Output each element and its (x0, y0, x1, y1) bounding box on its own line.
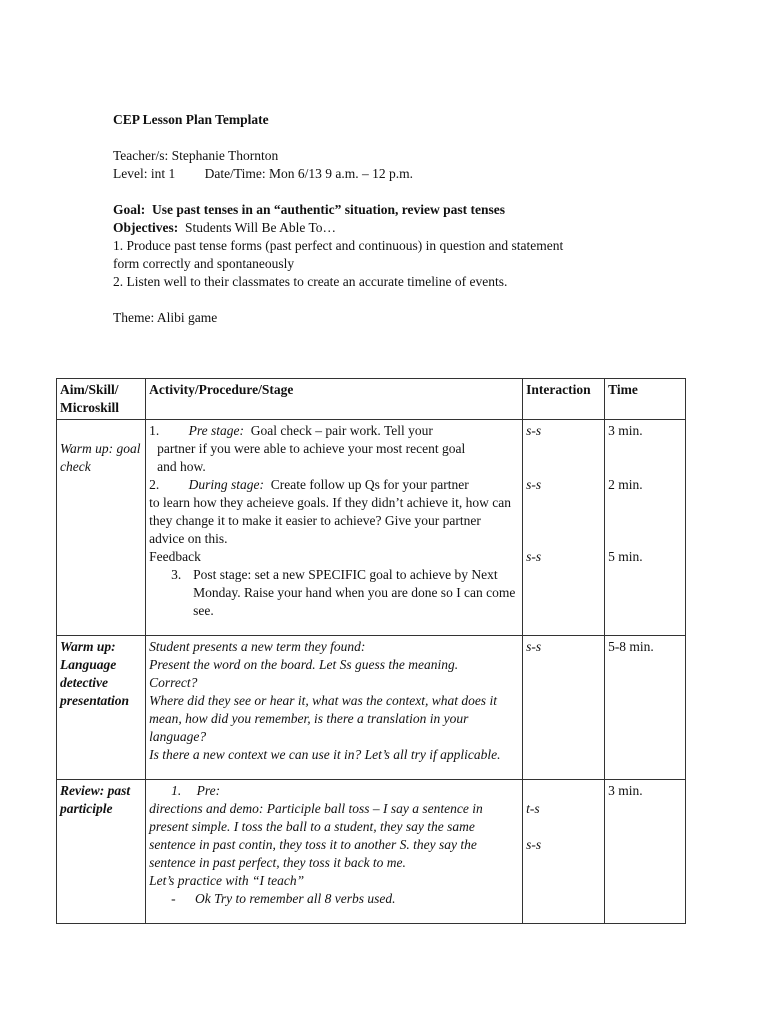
header-interaction: Interaction (523, 379, 605, 420)
objective-2: 2. Listen well to their classmates to create an accurate timeline of events. (113, 274, 508, 289)
step-1-cont: partner if you were able to achieve your most recent goal (157, 441, 466, 456)
objective-1a: 1. Produce past tense forms (past perfect and continuous) in question and statement (113, 238, 564, 253)
interaction-cell: s-s (523, 636, 605, 780)
table-row (57, 420, 686, 636)
teacher-value: Stephanie Thornton (171, 148, 279, 163)
objective-1b: form correctly and spontaneously (113, 256, 295, 271)
activity-line: Where did they see or hear it, what was the context, what does it mean, how did you remember, is there a translation in your language? (149, 693, 497, 744)
aim-cell (57, 420, 146, 636)
header-activity: Activity/Procedure/Stage (146, 379, 523, 420)
level-line (113, 165, 413, 183)
lesson-plan-table (56, 378, 686, 924)
activity-line: Let’s practice with “I teach” (149, 873, 305, 888)
header-aim: Aim/Skill/ Microskill (57, 379, 146, 420)
activity-cell (146, 780, 523, 924)
aim-cell: Warm up: Language detective presentation (57, 636, 146, 780)
header-time: Time (605, 379, 686, 420)
theme-line: Theme: Alibi game (113, 310, 218, 325)
step-2: 2. During stage: Create follow up Qs for your partner (149, 477, 469, 492)
objectives-value: Students Will Be Able To… (184, 220, 337, 235)
time-value: 5 min. (608, 549, 643, 564)
activity-line: Correct? (149, 675, 198, 690)
time-value: 3 min. (608, 423, 643, 438)
objectives-label: Objectives: (113, 220, 179, 235)
activity-line: Present the word on the board. Let Ss guess the meaning. (149, 657, 459, 672)
time-cell (605, 420, 686, 636)
teacher-label: Teacher/s: (113, 148, 169, 163)
time-cell: 3 min. (605, 780, 686, 924)
aim-text: Warm up: goal check (60, 441, 141, 474)
step-2-cont: to learn how they acheieve goals. If they didn’t achieve it, how can they change it to make it easier to achieve? Give your partner advice on this. (149, 495, 511, 546)
interaction-value: s-s (526, 477, 542, 492)
table-row (57, 636, 686, 780)
time-cell: 5-8 min. (605, 636, 686, 780)
interaction-value: s-s (526, 837, 542, 852)
goal-line (113, 201, 505, 219)
activity-cell (146, 420, 523, 636)
interaction-cell (523, 420, 605, 636)
interaction-value: s-s (526, 423, 542, 438)
datetime-label: Date/Time: (204, 166, 266, 181)
datetime-value: Mon 6/13 9 a.m. – 12 p.m. (269, 166, 414, 181)
activity-line: Student presents a new term they found: (149, 639, 366, 654)
activity-line: Is there a new context we can use it in? Let’s all try if applicable. (149, 747, 501, 762)
pre-step: 1. Pre: (171, 783, 221, 798)
goal-label: Goal: (113, 202, 146, 217)
level-label: Level: (113, 166, 148, 181)
teacher-line (113, 147, 278, 165)
activity-line: directions and demo: Participle ball toss – I say a sentence in present simple. I toss the ball to a student, they say the same sentence in past contin, they toss it to another S. they say the sentence in past perfect, they toss it back to me. (149, 801, 483, 870)
table-header-row (57, 379, 686, 420)
objectives-line (113, 219, 336, 237)
step-3: 3. Post stage: set a new SPECIFIC goal to achieve by Next Monday. Raise your hand when you are done so I can come see. (171, 567, 516, 618)
page-title: CEP Lesson Plan Template (113, 112, 269, 127)
interaction-value: t-s (526, 801, 540, 816)
feedback-label: Feedback (149, 549, 201, 564)
step-1-cont2: and how. (157, 459, 206, 474)
interaction-value: s-s (526, 549, 542, 564)
bullet-line: - Ok Try to remember all 8 verbs used. (171, 891, 396, 906)
goal-value: Use past tenses in an “authentic” situation, review past tenses (152, 202, 506, 217)
aim-cell: Review: past participle (57, 780, 146, 924)
activity-cell (146, 636, 523, 780)
time-value: 2 min. (608, 477, 643, 492)
interaction-cell (523, 780, 605, 924)
table-row (57, 780, 686, 924)
step-1: 1. Pre stage: Goal check – pair work. Tell your (149, 423, 433, 438)
level-value: int 1 (150, 166, 176, 181)
